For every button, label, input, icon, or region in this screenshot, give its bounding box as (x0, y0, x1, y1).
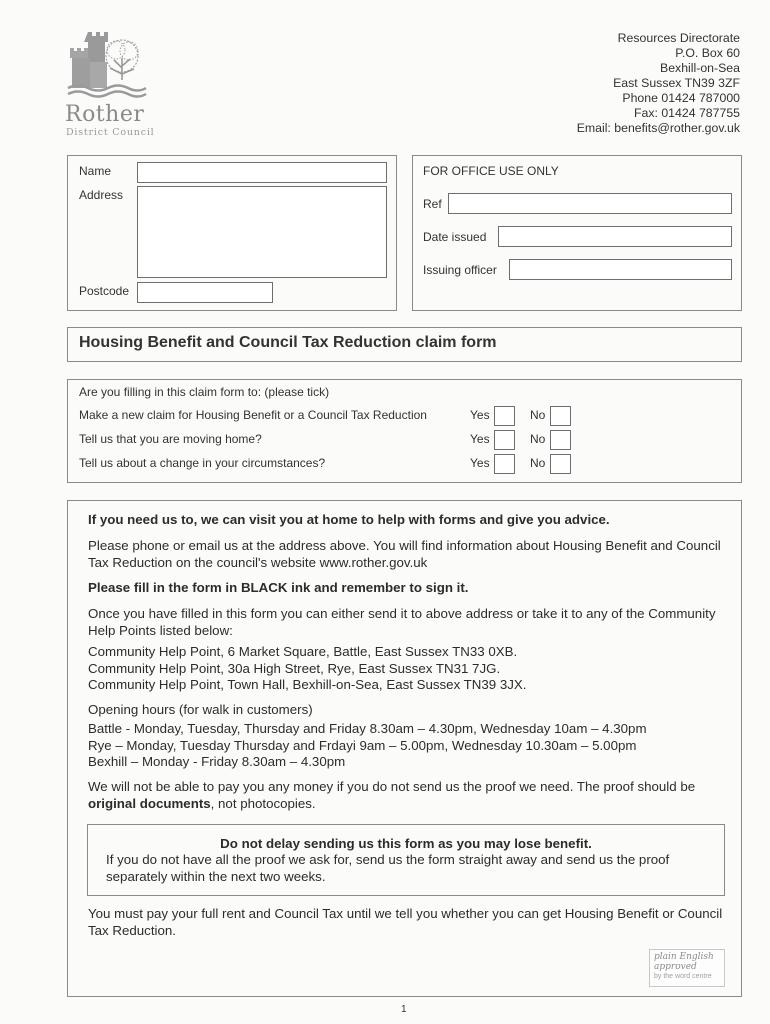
contact-line: Fax: 01424 787755 (634, 106, 740, 120)
no-label: No (530, 408, 546, 422)
postcode-label: Postcode (79, 284, 130, 298)
opening-hours-list (88, 721, 738, 771)
moving-home-no-checkbox[interactable] (550, 430, 571, 450)
purpose-question: Make a new claim for Housing Benefit or a Council Tax Reduction (79, 408, 427, 422)
rent-text: You must pay your full rent and Council Tax until we tell you whether you can get Housing Benefit or Council Tax Reduction. (88, 906, 723, 938)
home-visit-text: If you need us to, we can visit you at home to help with forms and give you advice. (88, 512, 610, 527)
plain-english-line: by the word centre (654, 973, 712, 980)
claim-purpose-box (67, 379, 742, 483)
name-label: Name (79, 164, 112, 178)
contact-line: Resources Directorate (617, 31, 740, 45)
castle-tree-emblem-icon (64, 28, 150, 100)
opening-hours-item: Rye – Monday, Tuesday Thursday and Frdayi 9am – 5.00pm, Wednesday 10.30am – 5.00pm (88, 737, 637, 753)
contact-email: Email: benefits@rother.gov.uk (576, 121, 740, 135)
ref-input[interactable] (448, 193, 732, 214)
no-label: No (530, 432, 546, 446)
contact-line: P.O. Box 60 (675, 46, 740, 60)
yes-label: Yes (470, 432, 490, 446)
purpose-question: Tell us about a change in your circumstances? (79, 456, 326, 470)
form-title-box (67, 327, 742, 362)
help-points-list (88, 644, 738, 694)
send-form-text: Once you have filled in this form you can either send it to above address or take it to any of the Community Help Points listed below: (88, 606, 716, 638)
contact-details (577, 31, 740, 136)
moving-home-yes-checkbox[interactable] (494, 430, 515, 450)
postcode-input[interactable] (137, 282, 273, 303)
proof-text-end: , not photocopies. (210, 795, 316, 811)
page-number: 1 (401, 1004, 407, 1015)
plain-english-line: approved (654, 962, 697, 972)
issuing-officer-label: Issuing officer (423, 263, 497, 277)
contact-line: Bexhill-on-Sea (660, 61, 740, 75)
contact-info-text: Please phone or email us at the address above. You will find information about Housing Benefit and Council Tax Reduction on the council's website www.rother.gov.uk (88, 538, 721, 570)
date-issued-input[interactable] (498, 226, 732, 247)
help-point-item: Community Help Point, Town Hall, Bexhill-on-Sea, East Sussex TN39 3JX. (88, 677, 527, 692)
warning-box (87, 824, 725, 896)
plain-english-badge (649, 949, 725, 987)
yes-label: Yes (470, 456, 490, 470)
office-heading: FOR OFFICE USE ONLY (423, 164, 559, 178)
office-use-box (412, 155, 742, 311)
proof-text-start: We will not be able to pay you any money if you do not send us the proof we need. The proof should be (88, 779, 696, 794)
black-ink-text: Please fill in the form in BLACK ink and remember to sign it. (88, 580, 469, 595)
no-label: No (530, 456, 546, 470)
address-textarea[interactable] (137, 186, 387, 278)
purpose-intro: Are you filling in this claim form to: (please tick) (79, 385, 330, 399)
plain-english-line: plain English (654, 952, 714, 962)
name-input[interactable] (137, 162, 387, 183)
logo-subtitle: District Council (66, 127, 155, 138)
help-point-item: Community Help Point, 6 Market Square, Battle, East Sussex TN33 0XB. (88, 644, 518, 659)
council-logo (62, 28, 162, 140)
contact-line: East Sussex TN39 3ZF (613, 76, 740, 90)
logo-name: Rother (65, 102, 145, 127)
date-issued-label: Date issued (423, 230, 487, 244)
ref-label: Ref (423, 197, 442, 211)
yes-label: Yes (470, 408, 490, 422)
warning-heading: Do not delay sending us this form as you may lose benefit. (220, 836, 592, 851)
purpose-question: Tell us that you are moving home? (79, 432, 262, 446)
warning-body: If you do not have all the proof we ask for, send us the form straight away and send us the proof separately within the next two weeks. (106, 852, 670, 884)
new-claim-yes-checkbox[interactable] (494, 406, 515, 426)
address-label: Address (79, 188, 124, 202)
proof-text (88, 779, 738, 812)
contact-line: Phone 01424 787000 (622, 91, 740, 105)
proof-original-documents: original documents (88, 795, 211, 811)
issuing-officer-input[interactable] (509, 259, 732, 280)
form-title: Housing Benefit and Council Tax Reduction claim form (79, 334, 497, 351)
guidance-box (67, 500, 742, 997)
change-circumstances-no-checkbox[interactable] (550, 454, 571, 474)
help-point-item: Community Help Point, 30a High Street, Rye, East Sussex TN31 7JG. (88, 660, 501, 676)
change-circumstances-yes-checkbox[interactable] (494, 454, 515, 474)
opening-hours-item: Bexhill – Monday - Friday 8.30am – 4.30pm (88, 754, 346, 769)
opening-hours-heading: Opening hours (for walk in customers) (88, 702, 313, 717)
opening-hours-item: Battle - Monday, Tuesday, Thursday and Friday 8.30am – 4.30pm, Wednesday 10am – 4.30pm (88, 721, 647, 736)
applicant-details-box (67, 155, 397, 311)
new-claim-no-checkbox[interactable] (550, 406, 571, 426)
